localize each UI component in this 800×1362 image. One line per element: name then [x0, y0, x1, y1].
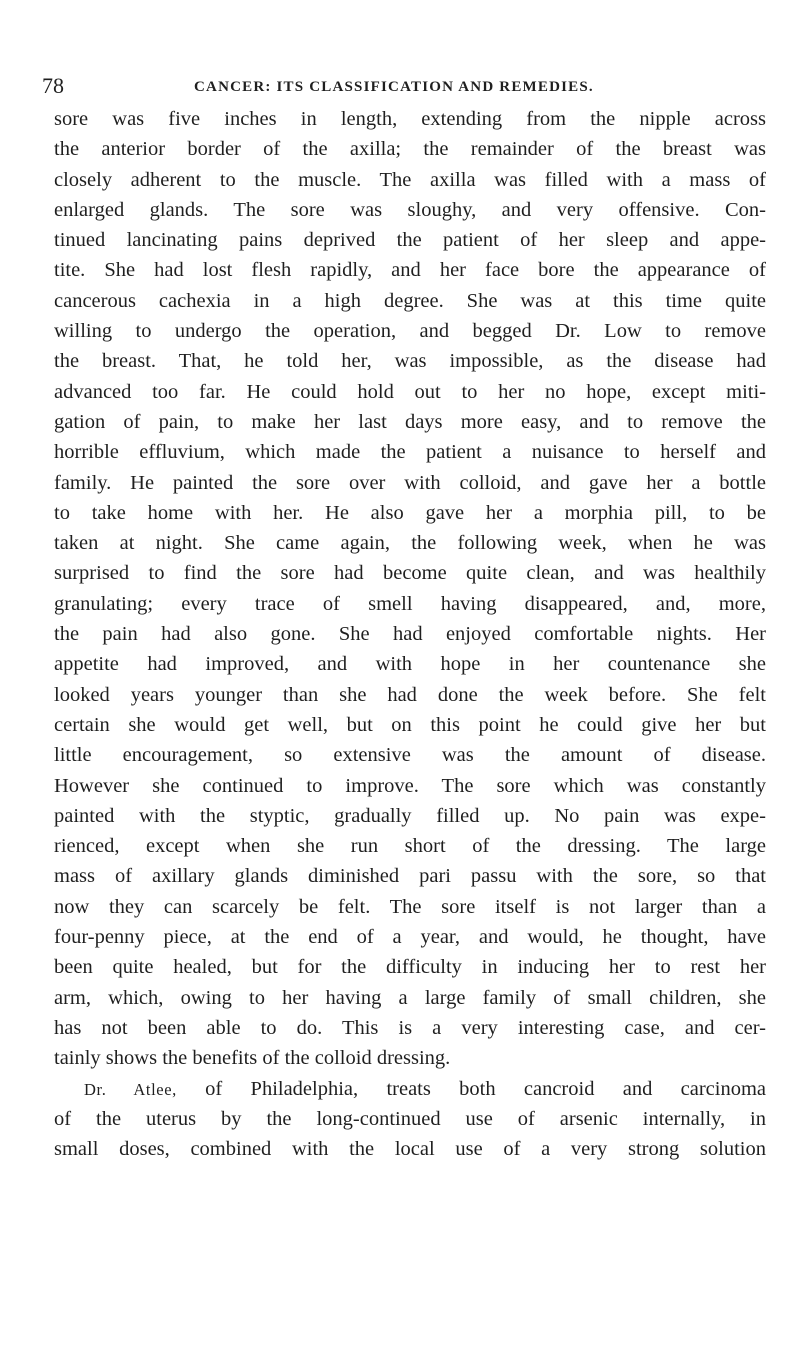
text-line: arm, which, owing to her having a large family of small children, she	[54, 986, 766, 1009]
text-line: closely adherent to the muscle. The axilla was filled with a mass of	[54, 168, 766, 191]
text-line: to take home with her. He also gave her a morphia pill, to be	[54, 501, 766, 524]
running-head: CANCER: ITS CLASSIFICATION AND REMEDIES.	[194, 79, 594, 95]
first-line-rest: of Philadelphia, treats both cancroid and carcinoma	[176, 1077, 766, 1100]
text-line: looked years younger than she had done the week before. She felt	[54, 683, 766, 706]
text-line: family. He painted the sore over with colloid, and gave her a bottle	[54, 471, 766, 494]
text-line: cancerous cachexia in a high degree. She was at this time quite	[54, 289, 766, 312]
page-number: 78	[42, 73, 64, 98]
text-line: taken at night. She came again, the following week, when he was	[54, 532, 766, 555]
text-line: granulating; every trace of smell having disappeared, and, more,	[54, 592, 766, 615]
text-line: the anterior border of the axilla; the remainder of the breast was	[54, 138, 766, 161]
page-header	[42, 74, 782, 98]
text-line: enlarged glands. The sore was sloughy, and very offensive. Con-	[54, 198, 766, 221]
text-line: advanced too far. He could hold out to her no hope, except miti-	[54, 380, 766, 403]
text-line: the pain had also gone. She had enjoyed comfortable nights. Her	[54, 623, 766, 646]
text-line: been quite healed, but for the difficulty in inducing her to rest her	[54, 956, 766, 979]
text-line-first	[54, 1074, 766, 1104]
text-line: mass of axillary glands diminished pari passu with the sore, so that	[54, 865, 766, 888]
text-line: little encouragement, so extensive was the amount of disease.	[54, 744, 766, 767]
body-text	[54, 104, 766, 1164]
text-line: willing to undergo the operation, and begged Dr. Low to remove	[54, 320, 766, 343]
text-line: painted with the styptic, gradually filled up. No pain was expe-	[54, 804, 766, 827]
text-line: gation of pain, to make her last days more easy, and to remove the	[54, 410, 766, 433]
paragraph-2	[54, 1074, 766, 1165]
text-line: horrible effluvium, which made the patient a nuisance to herself and	[54, 441, 766, 464]
text-line: four-penny piece, at the end of a year, and would, he thought, have	[54, 926, 766, 949]
text-line: tainly shows the benefits of the colloid dressing.	[54, 1047, 451, 1070]
text-line: has not been able to do. This is a very interesting case, and cer-	[54, 1016, 766, 1039]
text-line: rienced, except when she run short of the dressing. The large	[54, 835, 766, 858]
text-line: tite. She had lost flesh rapidly, and her face bore the appearance of	[54, 259, 766, 282]
text-line: certain she would get well, but on this point he could give her but	[54, 713, 766, 736]
text-line: sore was five inches in length, extending from the nipple across	[54, 108, 766, 130]
text-line: small doses, combined with the local use of a very strong solution	[54, 1138, 766, 1161]
text-line: tinued lancinating pains deprived the patient of her sleep and appe-	[54, 229, 766, 252]
text-line: surprised to find the sore had become quite clean, and was healthily	[54, 562, 766, 585]
text-line: However she continued to improve. The sore which was constantly	[54, 774, 766, 797]
text-line: now they can scarcely be felt. The sore itself is not larger than a	[54, 895, 766, 918]
author-name: Dr. Atlee,	[84, 1079, 177, 1099]
text-line: of the uterus by the long-continued use of arsenic internally, in	[54, 1107, 766, 1130]
text-line: appetite had improved, and with hope in her countenance she	[54, 653, 766, 676]
text-line: the breast. That, he told her, was impossible, as the disease had	[54, 350, 766, 373]
paragraph-1	[54, 104, 766, 1074]
